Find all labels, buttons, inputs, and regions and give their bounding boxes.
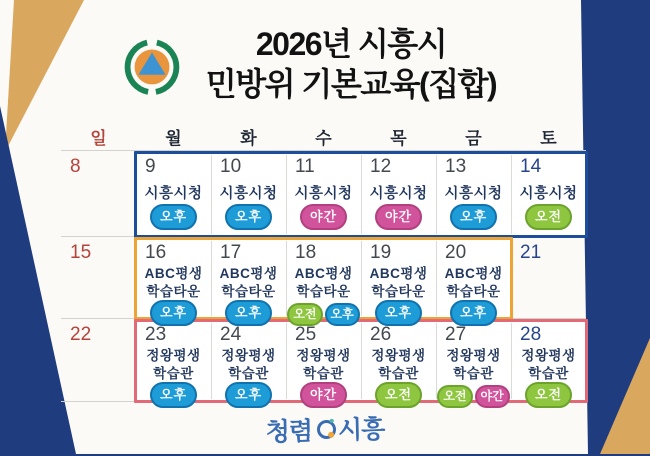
calendar-cell-10 <box>211 153 286 237</box>
date-number: 19 <box>370 242 392 263</box>
date-number: 17 <box>220 242 242 263</box>
time-badges <box>150 204 197 230</box>
date-number: 24 <box>220 324 242 345</box>
calendar-cell-26 <box>361 321 436 415</box>
date-number: 8 <box>70 156 81 177</box>
calendar-cell-28 <box>511 321 586 415</box>
calendar-cell-15 <box>61 239 136 333</box>
time-badge-오후: 오후 <box>450 300 497 326</box>
venue-name: 시흥시청 <box>144 186 203 202</box>
footer-logo-text-right: 시흥 <box>337 414 385 445</box>
date-number: 23 <box>145 324 167 345</box>
time-badge-오후: 오후 <box>450 204 497 230</box>
date-number: 28 <box>520 324 542 345</box>
time-badge-오후: 오후 <box>225 204 272 230</box>
date-number: 25 <box>295 324 317 345</box>
time-badges <box>437 385 509 408</box>
time-badges <box>525 204 572 230</box>
day-header-월: 월 <box>165 129 182 148</box>
calendar-week-2 <box>61 321 586 404</box>
date-number: 10 <box>220 156 242 177</box>
venue-name: 시흥시청 <box>294 186 353 202</box>
calendar-cell-23 <box>136 321 211 415</box>
time-badge-야간: 야간 <box>475 385 510 408</box>
time-badge-오후: 오후 <box>150 204 197 230</box>
day-header-수: 수 <box>315 129 332 148</box>
calendar-cell-20 <box>436 239 511 333</box>
venue-name: ABC평생 학습타운 <box>294 266 353 299</box>
date-number: 15 <box>70 242 92 263</box>
time-badge-오전: 오전 <box>525 382 572 408</box>
venue-name: ABC평생 학습타운 <box>219 266 278 299</box>
date-number: 26 <box>370 324 392 345</box>
venue-name: ABC평생 학습타운 <box>444 266 503 299</box>
day-header-row <box>61 127 586 150</box>
time-badge-오후: 오후 <box>150 300 197 326</box>
venue-name: ABC평생 학습타운 <box>144 266 203 299</box>
calendar-cell-12 <box>361 153 436 237</box>
time-badges <box>375 382 422 408</box>
venue-name: 정왕평생 학습관 <box>521 348 576 381</box>
time-badge-오전: 오전 <box>525 204 572 230</box>
footer-logo-text-left: 청렴 <box>265 416 313 447</box>
calendar-cell-16 <box>136 239 211 333</box>
calendar-cell-11 <box>286 153 361 237</box>
venue-name: 정왕평생 학습관 <box>446 348 501 381</box>
calendar-cell-19 <box>361 239 436 333</box>
calendar-cell-24 <box>211 321 286 415</box>
venue-name: 정왕평생 학습관 <box>371 348 426 381</box>
date-number: 18 <box>295 242 317 263</box>
title-line-2: 민방위 기본교육(집합) <box>205 66 497 102</box>
date-number: 9 <box>145 156 156 177</box>
date-number: 22 <box>70 324 92 345</box>
date-number: 12 <box>370 156 392 177</box>
time-badge-오후: 오후 <box>150 382 197 408</box>
venue-name: 정왕평생 학습관 <box>221 348 276 381</box>
calendar-cell-13 <box>436 153 511 237</box>
venue-name: ABC평생 학습타운 <box>369 266 428 299</box>
date-number: 14 <box>520 156 542 177</box>
time-badge-오후: 오후 <box>225 300 272 326</box>
time-badges <box>225 382 272 408</box>
calendar-cell-21 <box>511 239 586 333</box>
time-badge-오후: 오후 <box>375 300 422 326</box>
time-badge-오후: 오후 <box>325 303 360 326</box>
time-badge-오후: 오후 <box>225 382 272 408</box>
calendar-cell-27 <box>436 321 511 415</box>
venue-name: 정왕평생 학습관 <box>146 348 201 381</box>
time-badge-오전: 오전 <box>287 303 322 326</box>
calendar-cell-25 <box>286 321 361 415</box>
day-header-일: 일 <box>90 129 107 148</box>
time-badge-야간: 야간 <box>300 204 347 230</box>
title-line-1: 2026년 시흥시 <box>255 26 447 62</box>
calendar-cell-8 <box>61 153 136 237</box>
time-badges <box>300 204 347 230</box>
time-badges <box>450 204 497 230</box>
date-number: 11 <box>295 156 315 177</box>
time-badge-야간: 야간 <box>375 204 422 230</box>
venue-name: 시흥시청 <box>519 186 578 202</box>
calendar-week-0 <box>61 153 586 235</box>
day-header-금: 금 <box>465 129 482 148</box>
calendar-week-1 <box>61 239 586 322</box>
time-badge-오전: 오전 <box>375 382 422 408</box>
day-header-화: 화 <box>240 129 257 148</box>
calendar-cell-18 <box>286 239 361 333</box>
date-number: 16 <box>145 242 167 263</box>
time-badges <box>150 382 197 408</box>
calendar-cell-9 <box>136 153 211 237</box>
siheung-seal-icon <box>315 419 336 440</box>
venue-name: 시흥시청 <box>219 186 278 202</box>
calendar-cell-14 <box>511 153 586 237</box>
time-badge-오전: 오전 <box>437 385 472 408</box>
seal-dot-teal <box>330 419 334 423</box>
time-badges <box>300 382 347 408</box>
time-badge-야간: 야간 <box>300 382 347 408</box>
time-badges <box>375 204 422 230</box>
calendar-cell-17 <box>211 239 286 333</box>
day-header-목: 목 <box>390 129 407 148</box>
day-header-토: 토 <box>540 129 557 148</box>
venue-name: 정왕평생 학습관 <box>296 348 351 381</box>
page-title <box>165 24 537 104</box>
venue-name: 시흥시청 <box>444 186 503 202</box>
date-number: 27 <box>445 324 467 345</box>
time-badges <box>225 204 272 230</box>
date-number: 13 <box>445 156 467 177</box>
date-number: 20 <box>445 242 467 263</box>
date-number: 21 <box>520 242 542 263</box>
seal-dot-orange <box>328 432 334 438</box>
calendar-cell-22 <box>61 321 136 415</box>
venue-name: 시흥시청 <box>369 186 428 202</box>
